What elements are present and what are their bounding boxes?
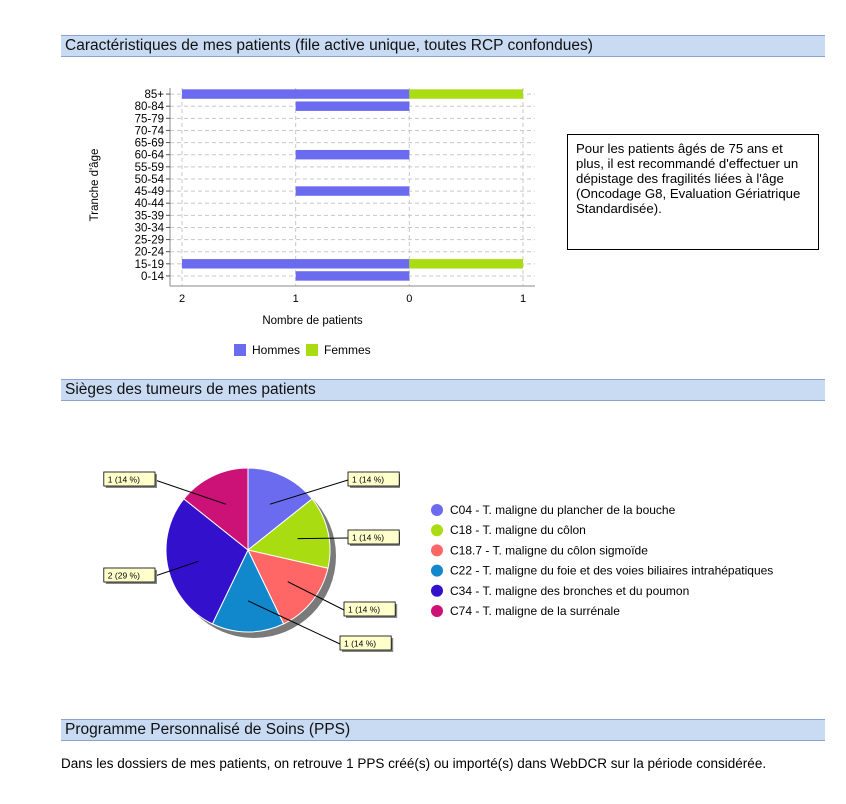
y-tick-label: 35-39 xyxy=(134,210,164,223)
y-tick-label: 45-49 xyxy=(134,186,164,199)
legend-swatch xyxy=(431,544,443,556)
y-tick-label: 70-74 xyxy=(134,125,164,138)
legend-label: C74 - T. maligne de la surrénale xyxy=(450,604,620,618)
pps-summary-text: Dans les dossiers de mes patients, on retrouve 1 PPS créé(s) ou importé(s) dans WebDCR sur la période considérée. xyxy=(61,756,767,771)
x-tick-label: 1 xyxy=(519,293,527,305)
y-tick-label: 85+ xyxy=(144,89,164,102)
age-pyramid-chart xyxy=(80,82,550,372)
legend-label: C18.7 - T. maligne du côlon sigmoïde xyxy=(450,543,648,558)
legend-swatch xyxy=(234,344,246,356)
bar-hommes-80-84 xyxy=(296,101,410,110)
legend-swatch xyxy=(431,585,443,597)
bar-hommes-45-49 xyxy=(296,186,410,195)
y-tick-label: 25-29 xyxy=(134,234,164,247)
tumor-sites-pie-chart xyxy=(100,460,400,660)
y-tick-label: 20-24 xyxy=(134,246,164,259)
bar-legend xyxy=(234,343,371,357)
annotation-leader xyxy=(298,538,348,539)
slice-annotation: 1 (14 %) xyxy=(352,532,385,543)
legend-swatch xyxy=(431,605,443,617)
bar-femmes-15-19 xyxy=(409,259,523,268)
bar-hommes-0-14 xyxy=(296,271,410,280)
y-tick-label: 75-79 xyxy=(134,113,164,126)
y-tick-label: 80-84 xyxy=(134,101,164,114)
slice-annotation: 1 (14 %) xyxy=(348,604,381,615)
legend-swatch xyxy=(306,344,318,356)
legend-swatch xyxy=(431,524,443,536)
y-tick-label: 65-69 xyxy=(134,137,164,150)
section-header-tumors xyxy=(61,379,825,401)
legend-swatch xyxy=(431,504,443,516)
bar-femmes-85+ xyxy=(409,89,523,98)
slice-annotation: 1 (14 %) xyxy=(107,474,140,485)
slice-annotation: 2 (29 %) xyxy=(107,570,140,581)
y-tick-label: 15-19 xyxy=(134,258,164,271)
bar-hommes-15-19 xyxy=(182,259,409,268)
legend-swatch xyxy=(431,565,443,577)
section-header-pps xyxy=(61,719,825,741)
y-tick-label: 0-14 xyxy=(140,270,164,283)
section-title: Programme Personnalisé de Soins (PPS) xyxy=(65,721,351,738)
section-header-characteristics xyxy=(61,35,825,57)
slice-annotation: 1 (14 %) xyxy=(352,474,385,485)
legend-label: C04 - T. maligne du plancher de la bouche xyxy=(450,503,676,517)
y-tick-label: 50-54 xyxy=(134,173,164,186)
x-tick-label: 1 xyxy=(292,293,299,305)
x-tick-label: 2 xyxy=(178,293,186,305)
geriatric-note: Pour les patients âgés de 75 ans et plus, il est recommandé d'effectuer un dépistage des fragilités liées à l'âge (Oncodage G8, Evaluation Gériatrique Standardisée). xyxy=(567,134,819,250)
legend-label: Femmes xyxy=(324,343,371,357)
legend-label: C18 - T. maligne du côlon xyxy=(450,523,586,538)
x-axis-title: Nombre de patients xyxy=(262,315,363,327)
y-tick-label: 55-59 xyxy=(134,161,164,174)
y-tick-label: 40-44 xyxy=(134,198,164,211)
legend-label: C22 - T. maligne du foie et des voies biliaires intrahépatiques xyxy=(450,563,774,578)
slice-annotation: 1 (14 %) xyxy=(344,638,377,649)
pie-legend xyxy=(425,500,835,625)
y-axis-title: Tranche d'âge xyxy=(89,148,101,222)
section-title: Sièges des tumeurs de mes patients xyxy=(65,381,316,398)
legend-label: Hommes xyxy=(252,343,301,357)
y-tick-label: 60-64 xyxy=(134,149,164,162)
y-tick-label: 30-34 xyxy=(134,222,164,235)
section-title: Caractéristiques de mes patients (file active unique, toutes RCP confondues) xyxy=(65,37,593,54)
x-tick-label: 0 xyxy=(406,293,413,305)
bar-hommes-60-64 xyxy=(296,150,410,159)
bar-hommes-85+ xyxy=(182,89,409,98)
legend-label: C34 - T. maligne des bronches et du poumon xyxy=(450,583,690,598)
